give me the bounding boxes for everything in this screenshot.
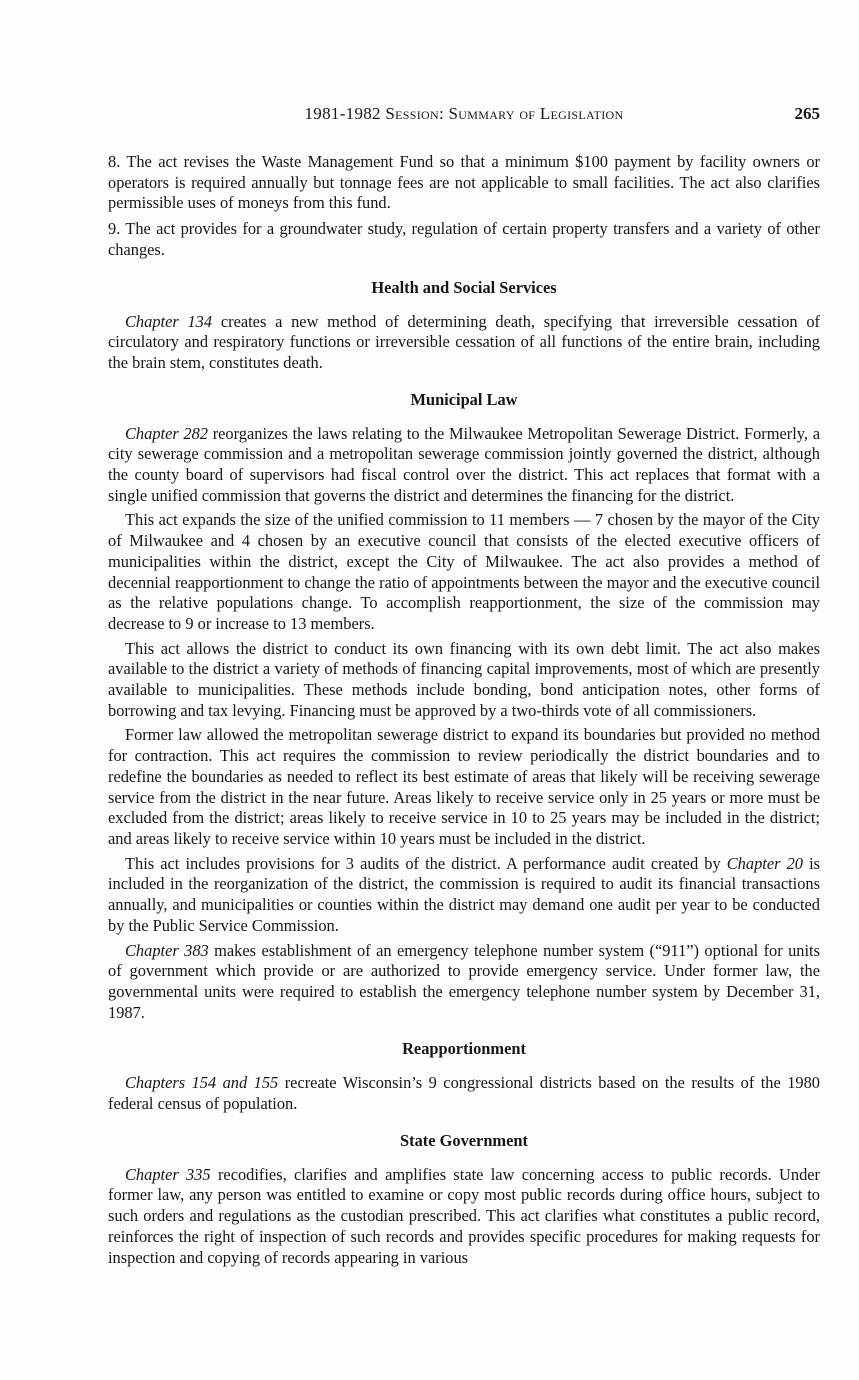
document-body <box>108 152 820 1272</box>
paragraph-reapportionment-1 <box>108 1073 820 1114</box>
section-heading-reapportionment: Reapportionment <box>402 1039 526 1059</box>
section-heading-state-government: State Government <box>400 1130 528 1150</box>
numbered-item-8: 8. The act revises the Waste Management Fund so that a minimum $100 payment by facility owners or operators is required annually but tonnage fees are not applicable to small facilities. The act also clarifies permissible uses of moneys from this fund. <box>108 152 820 213</box>
chapter-reference: Chapter 20 <box>726 853 803 873</box>
paragraph-text: This act includes provisions for 3 audits of the district. A performance audit created by <box>125 853 727 873</box>
paragraph-municipal-3: This act allows the district to conduct its own financing with its own debt limit. The act also makes available to the district a variety of methods of financing capital improvements, most of which are presently available to municipalities. These methods include bonding, bond anticipation notes, other forms of borrowing and tax levying. Financing must be approved by a two-thirds vote of all commissioners. <box>108 638 820 720</box>
chapter-reference: Chapter 134 <box>125 311 213 331</box>
section-heading-health: Health and Social Services <box>371 277 557 297</box>
paragraph-municipal-2: This act expands the size of the unified commission to 11 members — 7 chosen by the mayor of the City of Milwaukee and 4 chosen by an executive council that consists of the elected executive officers of municipalities within the district, except the City of Milwaukee. The act also provides a method of decennial reapportionment to change the ratio of appointments between the mayor and the executive council as the relative populations change. To accomplish reapportionment, the size of the commission may decrease to 9 or increase to 13 members. <box>108 510 820 633</box>
running-title: 1981-1982 Session: Summary of Legislation <box>304 104 624 123</box>
paragraph-municipal-6 <box>108 941 820 1024</box>
paragraph-text: creates a new method of determining death, specifying that irreversible cessation of circulatory and respiratory functions or irreversible cessation of all functions of the entire brain, including the brain stem, constitutes death. <box>108 311 820 372</box>
paragraph-text: makes establishment of an emergency telephone number system (“911”) optional for units of government which provide or are authorized to provide emergency service. Under former law, the governmental units were required to establish the emergency telephone number system by December 31, 1987. <box>108 940 820 1022</box>
paragraph-municipal-1 <box>108 424 820 507</box>
section-heading-municipal: Municipal Law <box>410 389 518 409</box>
numbered-item-9: 9. The act provides for a groundwater study, regulation of certain property transfers and a variety of other changes. <box>108 219 820 259</box>
page-number: 265 <box>794 104 820 123</box>
paragraph-text: recodifies, clarifies and amplifies state law concerning access to public records. Under former law, any person was entitled to examine or copy most public records during office hours, subject to such orders and regulations as the custodian prescribed. This act clarifies what constitutes a public record, reinforces the right of inspection of such records and provides specific procedures for making requests for inspection and copying of records appearing in various <box>108 1164 820 1267</box>
running-head <box>108 104 820 128</box>
paragraph-text: is included in the reorganization of the district, the commission is required to audit its financial transactions annually, and municipalities or counties within the district may demand one audit per year to be conducted by the Public Service Commission. <box>108 853 821 935</box>
paragraph-text: recreate Wisconsin’s 9 congressional districts based on the results of the 1980 federal census of population. <box>108 1073 820 1114</box>
chapter-reference: Chapters 154 and 155 <box>125 1073 279 1093</box>
paragraph-state-1 <box>108 1165 820 1269</box>
paragraph-municipal-5 <box>108 854 820 937</box>
paragraph-municipal-4: Former law allowed the metropolitan sewerage district to expand its boundaries but provided no method for contraction. This act requires the commission to review periodically the district boundaries and to redefine the boundaries as needed to reflect its best estimate of areas that likely will be receiving sewerage service from the district in the near future. Areas likely to receive service only in 25 years or more must be excluded from the district; areas likely to receive service in 10 to 25 years may be included in the district; and areas likely to receive service within 10 years must be included in the district. <box>108 725 820 848</box>
chapter-reference: Chapter 335 <box>125 1164 211 1184</box>
paragraph-health-1 <box>108 312 820 374</box>
paragraph-text: reorganizes the laws relating to the Milwaukee Metropolitan Sewerage District. Formerly, a city sewerage commission and a metropolitan sewerage commission jointly governed the district, although the county board of supervisors had fiscal control over the district. This act replaces that format with a single unified commission that governs the district and determines the financing for the district. <box>108 423 820 505</box>
chapter-reference: Chapter 282 <box>125 423 208 443</box>
chapter-reference: Chapter 383 <box>125 940 209 960</box>
